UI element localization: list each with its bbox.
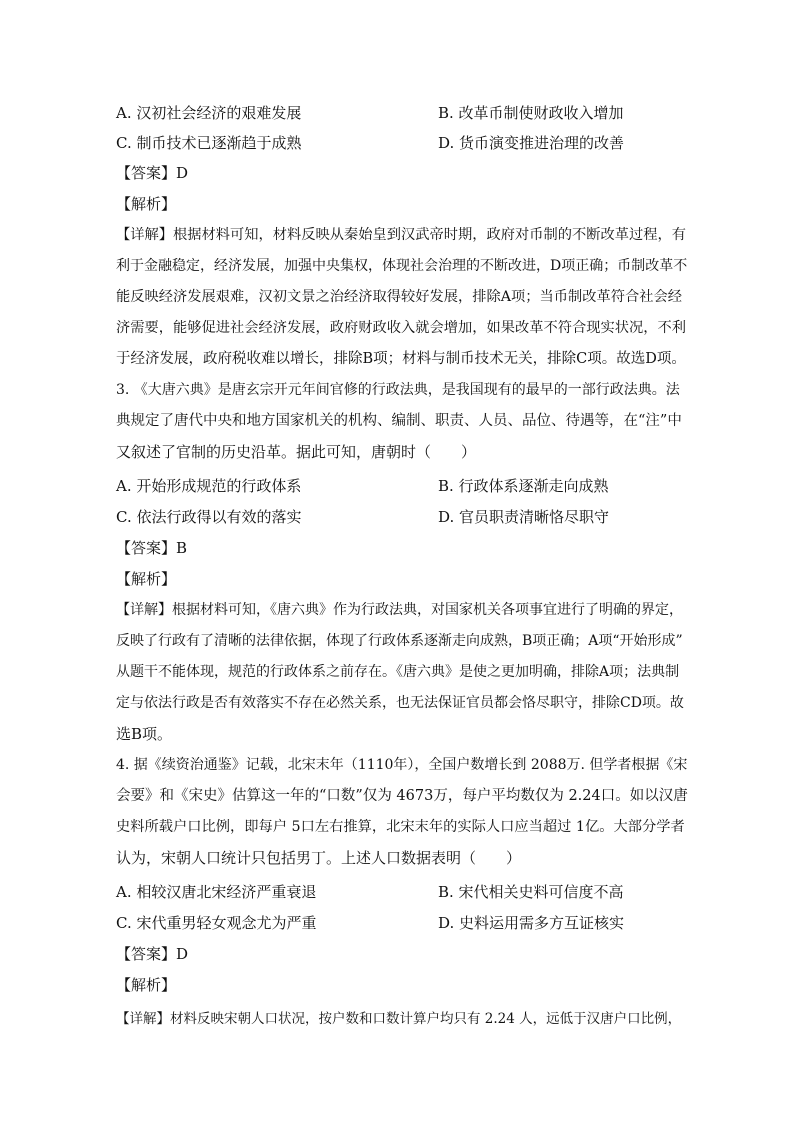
q3-option-c: C. 依法行政得以有效的落实 [116,508,302,526]
q2-option-b: B. 改革币制使财政收入增加 [438,104,624,122]
q3-option-a: A. 开始形成规范的行政体系 [116,477,302,495]
q3-stem-line: 典规定了唐代中央和地方国家机关的机构、编制、职责、人员、品位、待遇等，在“注”中 [116,413,682,429]
q2-option-a: A. 汉初社会经济的艰难发展 [116,104,302,122]
q2-option-d: D. 货币演变推进治理的改善 [438,134,625,152]
q4-analysis-label: 【解析】 [116,976,177,994]
q4-option-b: B. 宋代相关史料可信度不高 [438,883,624,901]
q3-detail-line: 反映了行政有了清晰的法律依据，体现了行政体系逐渐走向成熟，B项正确；A项“开始形成” [116,633,683,649]
q3-option-d: D. 官员职责清晰恪尽职守 [438,508,610,526]
q2-detail-line: 能反映经济发展艰难，汉初文景之治经济取得较好发展，排除A项；当币制改革符合社会经 [116,289,683,305]
q4-answer: 【答案】D [116,945,189,963]
q4-stem-line: 4. 据《续资治通鉴》记载，北宋末年（1110年），全国户数增长到 2088万. 但学者根据《宋 [116,757,688,773]
q3-detail-line: 定与依法行政是否有效落实不存在必然关系，也无法保证官员都会恪尽职守，排除CD项。故 [116,695,684,711]
q3-stem-line: 又叙述了官制的历史沿革。据此可知，唐朝时（ ） [116,443,477,461]
q2-detail-line: 济需要，能够促进社会经济发展，政府财政收入就会增加，如果改革不符合现实状况，不利 [116,320,687,336]
q4-option-d: D. 史料运用需多方互证核实 [438,914,625,932]
q4-stem-line: 认为，宋朝人口统计只包括男丁。上述人口数据表明（ ） [116,849,522,867]
q4-detail-line: 【详解】材料反映宋朝人口状况，按户数和口数计算户均只有 2.24 人，远低于汉唐户口比例， [116,1011,682,1027]
q3-detail-line: 从题干不能体现，规范的行政体系之前存在。《唐六典》是使之更加明确，排除A项；法典制 [116,664,680,680]
q4-option-c: C. 宋代重男轻女观念尤为严重 [116,914,317,932]
q3-detail-line: 【详解】根据材料可知，《唐六典》作为行政法典，对国家机关各项事宜进行了明确的界定， [116,602,683,618]
q2-detail-line: 【详解】根据材料可知，材料反映从秦始皇到汉武帝时期，政府对币制的不断改革过程，有 [116,227,687,243]
q3-stem-line: 3. 《大唐六典》是唐玄宗开元年间官修的行政法典，是我国现有的最早的一部行政法典。法 [116,382,680,398]
q4-stem-line: 会要》和《宋史》估算这一年的“口数”仅为 4673万，每户平均数仅为 2.24口。如以汉唐 [116,788,688,804]
q2-option-c: C. 制币技术已逐渐趋于成熟 [116,134,302,152]
q2-detail-line: 利于金融稳定，经济发展，加强中央集权，体现社会治理的不断改进，D项正确；币制改革不 [116,258,688,274]
q3-option-b: B. 行政体系逐渐走向成熟 [438,477,609,495]
q2-analysis-label: 【解析】 [116,195,177,213]
q3-analysis-label: 【解析】 [116,570,177,588]
q3-answer: 【答案】B [116,539,188,557]
q2-detail-line: 于经济发展，政府税收难以增长，排除B项；材料与制币技术无关，排除C项。故选D项。 [116,351,686,367]
q4-stem-line: 史料所载户口比例，即每户 5口左右推算，北宋末年的实际人口应当超过 1亿。大部分学者 [116,819,685,835]
q4-option-a: A. 相较汉唐北宋经济严重衰退 [116,883,317,901]
q3-detail-line: 选B项。 [116,725,173,743]
q2-answer: 【答案】D [116,164,189,182]
